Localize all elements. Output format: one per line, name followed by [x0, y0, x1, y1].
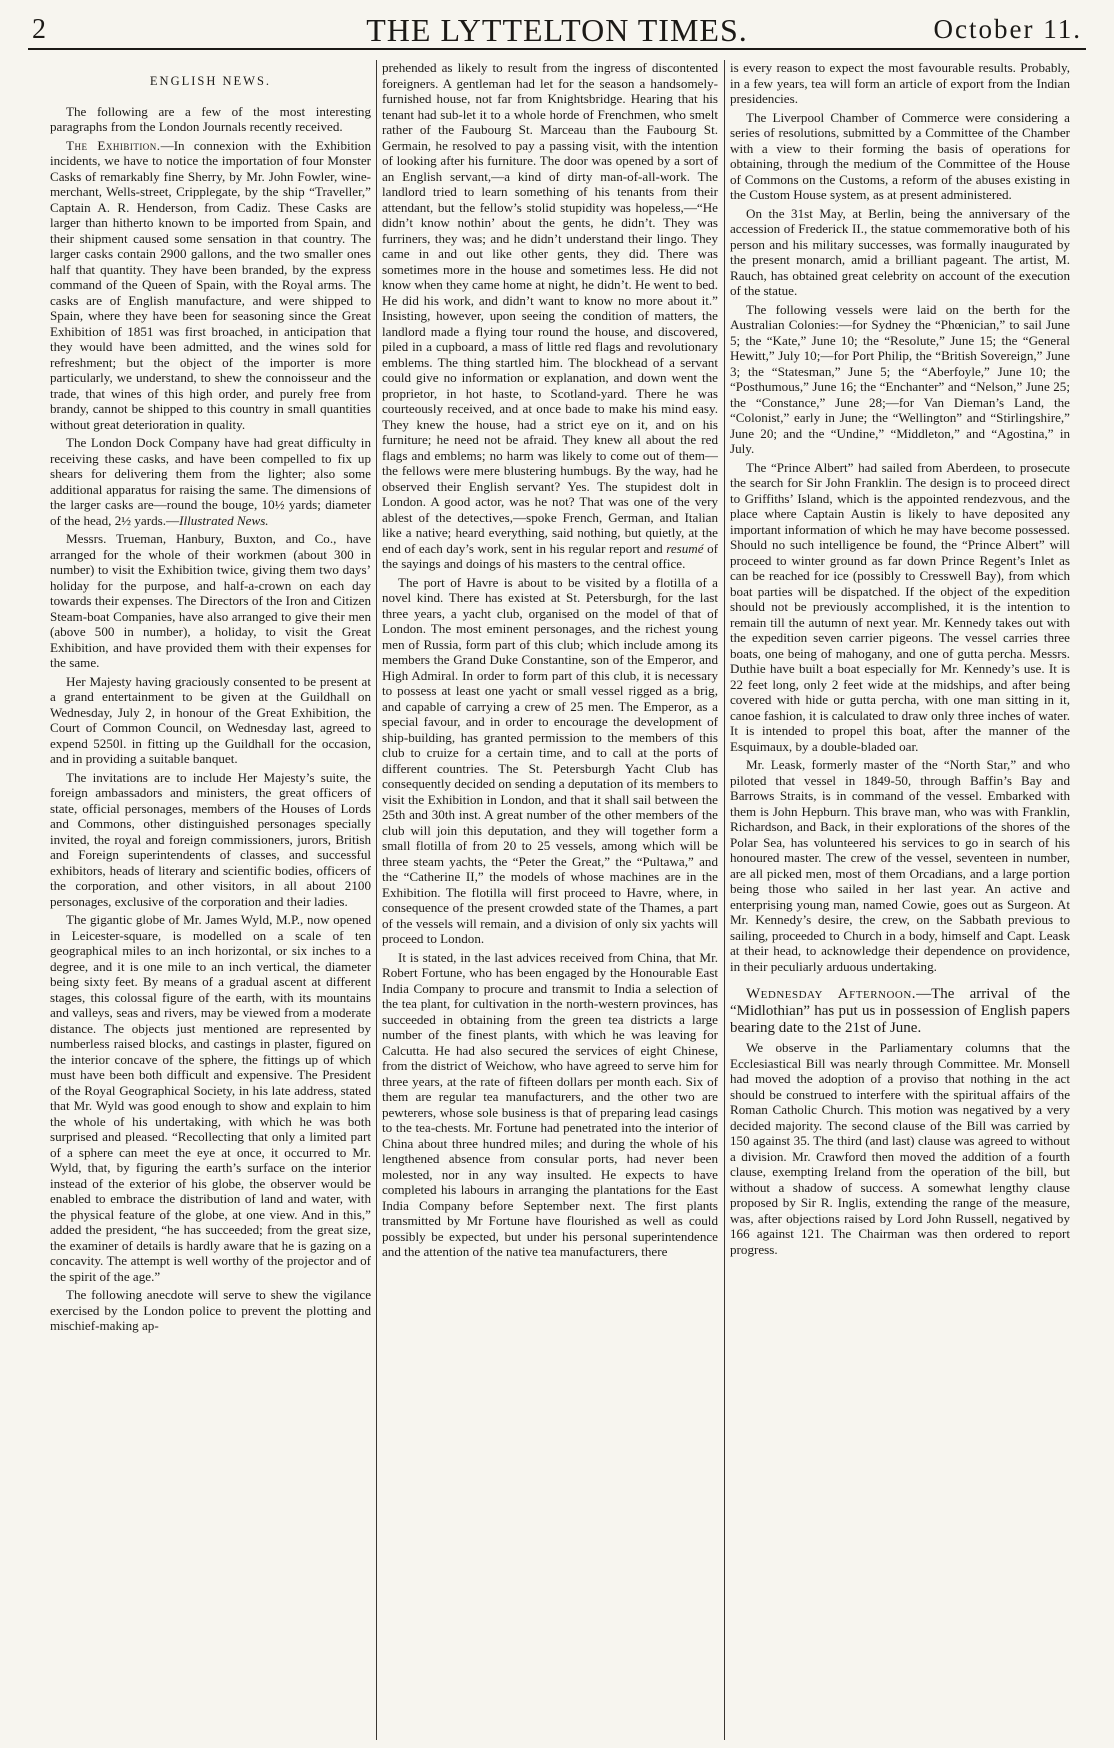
article-paragraph — [382, 60, 718, 572]
article-paragraph: We observe in the Parliamentary columns that the Ecclesiastical Bill was nearly through Committee. Mr. Monsell had moved the adoption of a proviso that nothing in the act should be construed to interfere with the spiritual affairs of the Roman Catholic Church. This motion was negatived by a very decided majority. The second clause of the Bill was carried by 150 against 35. The third (and last) clause was agreed to without a division. Mr. Crawford then moved the addition of a fourth clause, exempting Ireland from the operation of the bill, but without a shadow of success. A somewhat lengthy clause proposed by Sir R. Inglis, extending the range of the measure, was, after objections raised by Lord John Russell, negatived by 166 against 121. The Chairman was then ordered to report progress. — [730, 1040, 1070, 1257]
paragraph-lead: The Exhibition. — [66, 137, 161, 153]
newspaper-title: THE LYTTELTON TIMES. — [366, 12, 748, 48]
page-number: 2 — [32, 14, 46, 45]
paragraph-text: The London Dock Company have had great difficulty in receiving these casks, and have been compelled to fix up shears for delivering them from the lighter; also some additional apparatus for raising the same. The dimensions of the larger casks are—round the bouge, 10½ yards; diameter of the head, 2½ yards.— — [50, 435, 371, 528]
paragraph-text: of the sayings and doings of his masters to the central office. — [382, 540, 718, 571]
masthead — [28, 8, 1086, 50]
article-paragraph: The following are a few of the most interesting paragraphs from the London Journals recently received. — [50, 103, 371, 134]
column-1 — [50, 60, 371, 1740]
article-paragraph: On the 31st May, at Berlin, being the anniversary of the accession of Frederick II., the statue commemorative both of his person and his military successes, was formally inaugurated by the present monarch, amid a brilliant pageant. The artist, M. Rauch, has obtained great celebrity on account of the execution of the statue. — [730, 205, 1070, 298]
article-paragraph: Messrs. Trueman, Hanbury, Buxton, and Co., have arranged for the whole of their workmen (about 300 in number) to visit the Exhibition twice, giving them two days’ holiday for the purpose, and half-a-crown on each day towards their expenses. The Directors of the Iron and Citizen Steam-boat Companies, have also arranged to give their men (above 500 in number), a holiday, to visit the Great Exhibition, and have provided them with their expenses for the same. — [50, 531, 371, 670]
column-rule — [724, 60, 725, 1740]
source-credit: Illustrated News. — [179, 512, 269, 528]
italic-word: resumé — [666, 540, 704, 556]
article-paragraph — [50, 138, 371, 433]
article-paragraph: Mr. Leask, formerly master of the “North Star,” and who piloted that vessel in 1849-50, through Baffin’s Bay and Barrows Straits, is in command of the vessel. Embarked with them is John Hepburn. This brave man, who was with Franklin, Richardson, and Back, in their explorations of the shores of the Polar Sea, has volunteered his services to go in search of his honoured master. The crew of the vessel, seventeen in number, are all picked men, most of them Orcadians, and a large portion being those who sailed in her last year. An active and enterprising young man, named Cowie, goes out as Surgeon. At Mr. Kennedy’s desire, the crew, on the Sabbath previous to sailing, proceeded to Church in a body, himself and Capt. Leask at their head, to acknowledge their dependence on providence, in their peculiarly arduous undertaking. — [730, 757, 1070, 974]
paragraph-text: —The arrival of the “Midlothian” has put us in possession of English papers bearing date to the 21st of June. — [730, 986, 1070, 1036]
article-paragraph: It is stated, in the last advices received from China, that Mr. Robert Fortune, who has been engaged by the Honourable East India Company to procure and transmit to India a selection of the tea plant, for cultivation in the north-western provinces, has succeeded in obtaining from the green tea districts a large number of the finest plants, with which he was leaving for Calcutta. He had also secured the services of eight Chinese, from the district of Weichow, who have agreed to serve him for three years, at the rate of fifteen dollars per month each. Six of them are regular tea manufacturers, and the other two are pewterers, whose sole business is that of preparing lead casings to the tea-chests. Mr. Fortune had penetrated into the interior of China about three hundred miles; and during the whole of his lengthened absence from consular ports, had never been molested, nor in any way insulted. He expects to have completed his labours in arranging the plantations for the East India Company before September next. The first plants transmitted by Mr Fortune have flourished as well as could possibly be expected, but under his personal superintendence and the attention of the native tea manufacturers, there — [382, 949, 718, 1259]
column-rule — [376, 60, 377, 1740]
column-3 — [730, 60, 1070, 1740]
paragraph-text: —In connexion with the Exhibition incidents, we have to notice the importation of four Monster Casks of remarkably fine Sherry, by Mr. John Fowler, wine-merchant, Wells-street, Cripplegate, by the ship “Traveller,” Captain A. R. Henderson, from Cadiz. These Casks are larger than hitherto known to be imported from Spain, and their shipment caused some sensation in that country. The larger casks contain 2900 gallons, and the two smaller ones half that quantity. They have been branded, by the express command of the Queen of Spain, with the Royal arms. The casks are of English manufacture, and were shipped to Spain, where they have been for seasoning since the Great Exhibition of 1851 was first broached, in anticipation that they would have been admitted, and the wines sold for refreshment; but the object of the importer is more particularly, we understand, to shew the connoisseur and the trade, that wines of this high order, and purely free from brandy, cannot be shipped to this country in small quantities without great deterioration in quality. — [50, 137, 371, 432]
column-2 — [382, 60, 718, 1740]
section-heading: ENGLISH NEWS. — [149, 74, 272, 88]
article-paragraph: The following vessels were laid on the berth for the Australian Colonies:—for Sydney the “Phœnician,” to sail June 5; the “Kate,” June 10; the “Resolute,” June 15; the “General Hewitt,” July 10;—for Port Philip, the “British Sovereign,” June 3; the “Statesman,” June 5; the “Aberfoyle,” June 10; the “Posthumous,” June 16; the “Enchanter” and “Nelson,” June 25; the “Constance,” June 28;—for Van Dieman’s Land, the “Colonist,” early in June; the “Wellington” and “Stirlingshire,” June 20; and the “Undine,” “Middleton,” and “Agostina,” in July. — [730, 301, 1070, 456]
article-paragraph: The gigantic globe of Mr. James Wyld, M.P., now opened in Leicester-square, is modelled on a scale of ten geographical miles to an inch horizontal, or six inches to a degree, and it is one mile to an inch vertical, the diameter being sixty feet. By means of a gradual ascent at different stages, this colossal figure of the earth, with its mountains and valleys, seas and rivers, may be viewed from a moderate distance. The objects just mentioned are represented by numberless raised blocks, and castings in plaster, figured on the interior concave of the sphere, the fittings up of which must have been both difficult and expensive. The President of the Royal Geographical Society, in his late address, stated that Mr. Wyld was good enough to show and explain to him the whole of his undertaking, with which he was both surprised and pleased. “Recollecting that only a limited part of a sphere can meet the eye at once, it occurred to Mr. Wyld, that, by figuring the earth’s surface on the interior instead of the exterior of his globe, the observer would be enabled to embrace the distribution of land and water, with the physical feature of the globe, at one view. And in this,” added the president, “he has succeeded; from the great size, the examiner of details is hardly aware that he is gazing on a concavity. The attempt is well worthy of the projector and of the spirit of the age.” — [50, 912, 371, 1284]
issue-date: October 11. — [933, 14, 1082, 44]
article-paragraph: is every reason to expect the most favourable results. Probably, in a few years, tea will form an article of export from the Indian presidencies. — [730, 60, 1070, 106]
article-paragraph — [50, 435, 371, 528]
article-paragraph: The “Prince Albert” had sailed from Aberdeen, to prosecute the search for Sir John Franklin. The design is to proceed direct to Griffiths’ Island, which is the appointed rendezvous, and the place where Captain Austin is likely to have deposited any important information of which he may have become possessed. Should no such intelligence be found, the “Prince Albert” will proceed to winter ground as far down Prince Regent’s Inlet as can be reached for ice (possibly to Cresswell Bay), from which boat parties will be dispatched. If the object of the expedition should not be previously accomplished, it is the intention to remain till the autumn of next year. Mr. Kennedy takes out with the expedition seven carrier pigeons. The vessel carries three boats, one being of mahogany, and one of gutta percha. Messrs. Duthie have built a boat especially for Mr. Kennedy’s use. It is 22 feet long, only 2 feet wide at the midships, and after being covered with hide or gutta percha, with one man sitting in it, canoe fashion, it is calculated to draw only three inches of water. It is intended to propel this boat, after the manner of the Esquimaux, by a double-bladed oar. — [730, 459, 1070, 754]
article-paragraph: The Liverpool Chamber of Commerce were considering a series of resolutions, submitted by a Committee of the Chamber with a view to their forming the basis of operations for obtaining, through the medium of the Committee of the House of Commons on the Customs, a reform of the abuses existing in the Custom House system, as at present administered. — [730, 109, 1070, 202]
article-paragraph: The invitations are to include Her Majesty’s suite, the foreign ambassadors and ministers, the great officers of state, official personages, members of the Houses of Lords and Commons, other distinguished personages specially invited, the royal and foreign commissioners, jurors, British and Foreign superintendents of classes, and successful exhibitors, heads of literary and scientific bodies, officers of the corporation, and other visitors, in all about 2100 personages, exclusive of the corporation and their ladies. — [50, 769, 371, 909]
article-paragraph — [730, 986, 1070, 1037]
article-paragraph: The following anecdote will serve to shew the vigilance exercised by the London police to prevent the plotting and mischief-making ap- — [50, 1287, 371, 1333]
article-paragraph: Her Majesty having graciously consented to be present at a grand entertainment to be given at the Guildhall on Wednesday, July 2, in honour of the Great Exhibition, the Court of Common Council, on Wednesday last, agreed to expend 5250l. in fitting up the Guildhall for the occasion, and in providing a suitable banquet. — [50, 673, 371, 766]
paragraph-text: prehended as likely to result from the ingress of discontented foreigners. A gentleman had let for the season a handsomely-furnished house, not far from Knightsbridge. Hearing that his tenant had sub-let it to a whole horde of Frenchmen, who smelt rather of the Faubourg St. Marceau than the Faubourg St. Germain, he resolved to pay a passing visit, with the intention of looking after his furniture. The door was opened by a sort of an English servant,—a kind of dirty man-of-all-work. The landlord tried to learn something of his tenants from their attendant, but the fellow’s stolid stupidity was hopeless,—“He didn’t know nothin’ about the gents, he didn’t. They was furriners, they was; and he didn’t understand their lingo. They came in and out like other gents, they did. There was sometimes more in the house and sometimes less. He did not know when they came home at night, he didn’t. He went to bed. He did his work, and didn’t want to know no more about it.” Insisting, however, upon seeing the condition of matters, the landlord made a flying tour round the house, and discovered, piled in a cupboard, a mass of little red flags and revolutionary emblems. The thing startled him. The blockhead of a servant could give no information or explanation, and down went the proprietor, in hot haste, to Scotland-yard. There he was courteously received, and at once bade to make his mind easy. They knew the house, had a strict eye on it, and on his furniture; he need not be afraid. They knew all about the red flags and emblems; no harm was likely to come out of them—the fellows were mere blustering humbugs. By the way, had he observed their English servant? Yes. The stupidest dolt in London. A good actor, was he not? That was one of the very ablest of the detectives,—spoke French, German, and Italian like a native; heard everything, said nothing, but quietly, at the end of each day’s work, sent in his regular report and — [382, 60, 718, 556]
paragraph-lead: Wednesday Afternoon. — [746, 986, 917, 1002]
article-paragraph: The port of Havre is about to be visited by a flotilla of a novel kind. There has existed at St. Petersburgh, for the last three years, a yacht club, organised on the model of that of London. The most eminent personages, and the richest young men of Russia, form part of this club; which include among its members the Grand Duke Constantine, son of the Emperor, and High Admiral. In order to form part of this club, it is necessary to possess at least one yacht or small vessel rigged as a brig, and capable of carrying a crew of 25 men. The Emperor, as a special favour, and in order to encourage the development of ship-building, has granted permission to the members of this club to cruize for a certain time, and to call at the ports of different countries. The St. Petersburgh Yacht Club has consequently decided on sending a deputation of its members to visit the Exhibition in London, and that it shall sail between the 25th and 30th inst. A great number of the other members of the club will join this deputation, and they will together form a small flotilla of from 20 to 25 vessels, among which will be three steam yachts, the “Peter the Great,” the “Pultawa,” and the “Catherine II,” the models of whose machines are in the Exhibition. The flotilla will first proceed to Havre, where, in consequence of the present crowded state of the Thames, a part of the vessels will remain, and a division of only six yachts will proceed to London. — [382, 574, 718, 946]
